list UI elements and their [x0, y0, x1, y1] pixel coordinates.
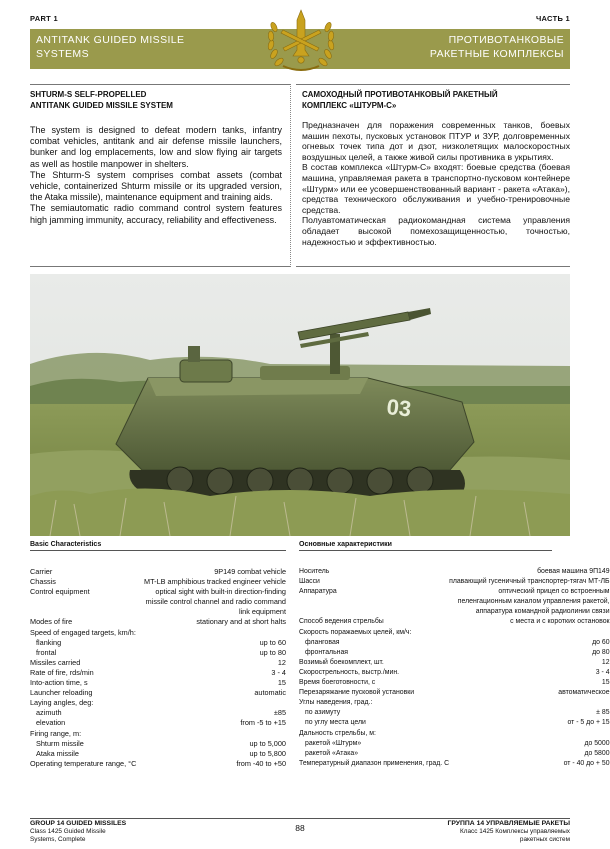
section-title-ru: ПРОТИВОТАНКОВЫЕ РАКЕТНЫЕ КОМПЛЕКСЫ: [429, 34, 564, 60]
specs-table-en: [30, 567, 286, 769]
table-row: фронтальная до 80: [305, 648, 610, 656]
table-row: Скорострельность, выстр./мин. 3 - 4: [299, 668, 610, 676]
missile-laurel-emblem-icon: [253, 4, 349, 76]
footer-group-en: GROUP 14 GUIDED MISSILES Class 1425 Guided Missile Systems, Complete: [30, 820, 127, 844]
table-row: Способ ведения стрельбы с места и с коротких остановок: [299, 618, 610, 626]
table-row: по углу места цели от - 5 до + 15: [305, 719, 610, 727]
table-row: фланговая до 60: [305, 638, 610, 646]
table-row: Время боеготовности, с 15: [299, 679, 610, 687]
table-row: Carrier 9P149 combat vehicle: [30, 567, 286, 576]
table-row: Углы наведения, град.:: [299, 699, 373, 707]
footer-divider: [30, 818, 570, 819]
system-title-en: SHTURM-S SELF-PROPELLED ANTITANK GUIDED MISSILE SYSTEM: [30, 90, 173, 110]
table-row: Перезаряжание пусковой установки автоматическое: [299, 689, 610, 697]
shturm-s-vehicle-illustration: [30, 274, 570, 536]
specs-table-ru: [299, 567, 610, 769]
table-row: Температурный диапазон применения, град. С от - 40 до + 50: [299, 759, 610, 767]
intro-russian: [296, 84, 570, 267]
intro-english: [30, 84, 291, 267]
vehicle-photo: [30, 274, 570, 536]
intro-en-paragraph: The Shturm-S system comprises combat assets (combat vehicle, containerized Shturm missile or its upgraded version, the Ataka missile), maintenance equipment and training aids.: [30, 169, 282, 203]
page-number: 88: [295, 823, 305, 833]
table-row: Шасси плавающий гусеничный транспортер-тягач МТ-ЛБ: [299, 578, 610, 586]
table-row: Launcher reloading automatic: [30, 688, 286, 698]
section-title-en: ANTITANK GUIDED MISSILE SYSTEMS: [36, 34, 185, 60]
table-row: Missiles carried 12: [30, 657, 286, 667]
intro-ru-paragraph: В состав комплекса «Штурм-С» входят: боевые средства (боевая машина, управляемая ракета в транспортно-пусковом контейнере «Штурм» или ее усовершенствованный вариант - ракета «Атака»), средства технического обслуживания и учебно-тренировочные средства.: [302, 162, 570, 215]
specs-russian: [299, 541, 610, 769]
part-label-ru: ЧАСТЬ 1: [535, 14, 570, 23]
table-row: по азимуту ± 85: [305, 709, 610, 717]
table-row: Дальность стрельбы, м:: [299, 729, 376, 737]
table-row: Into-action time, s 15: [30, 678, 286, 688]
table-row: Носитель боевая машина 9П149: [299, 568, 610, 575]
table-row: elevation from -5 to +15: [36, 718, 286, 728]
specs-english: [30, 541, 286, 769]
vehicle-side-number: 03: [385, 394, 413, 422]
intro-ru-paragraph: Предназначен для поражения современных танков, боевых машин пехоты, пусковых установок ПТУР и ЗУР, долговременных огневых точек типа дот и дзот, низколетящих малоскоростных воздушных целей, а также живой силы противника в укрытиях.: [302, 120, 570, 162]
table-row: Chassis MT-LB amphibious tracked engineer vehicle: [30, 577, 286, 587]
table-row: Firing range, m:: [30, 728, 82, 738]
intro-en-paragraph: The semiautomatic radio command control system features high jamming immunity, accuracy, reliability and effectiveness.: [30, 203, 282, 225]
table-row: Возимый боекомплект, шт. 12: [299, 658, 610, 666]
table-row: frontal up to 80: [36, 647, 286, 657]
table-row: ракетой «Штурм» до 5000: [305, 739, 610, 747]
table-row: flanking up to 60: [36, 637, 286, 647]
table-row: Скорость поражаемых целей, км/ч:: [299, 628, 412, 636]
table-row: Modes of fire stationary and at short halts: [30, 617, 286, 627]
system-title-ru: САМОХОДНЫЙ ПРОТИВОТАНКОВЫЙ РАКЕТНЫЙ КОМПЛЕКС «ШТУРМ-С»: [302, 90, 498, 110]
table-row: Operating temperature range, °C from -40 to +50: [30, 758, 286, 768]
table-row: Ataka missile up to 5,800: [36, 748, 286, 758]
part-label-en: PART 1: [30, 14, 58, 23]
table-row: Laying angles, deg:: [30, 698, 94, 708]
table-row: azimuth ±85: [36, 708, 286, 718]
specs-heading-en: Basic Characteristics: [30, 541, 286, 551]
intro-ru-paragraph: Полуавтоматическая радиокомандная система управления обладает высокой помехозащищенностью, точностью, надежностью и эффективностью.: [302, 215, 570, 247]
table-row: Аппаратура оптический прицел со встроенным пеленгационным каналом управления ракетой, аппаратура командной радиолинии связи: [299, 588, 610, 616]
table-row: ракетой «Атака» до 5800: [305, 749, 610, 757]
table-row: Rate of fire, rds/min 3 - 4: [30, 667, 286, 677]
table-row: Shturm missile up to 5,000: [36, 738, 286, 748]
footer-group-ru: ГРУППА 14 УПРАВЛЯЕМЫЕ РАКЕТЫ Класс 1425 Комплексы управляемых ракетных систем: [447, 820, 570, 844]
specs-heading-ru: Основные характеристики: [299, 541, 552, 551]
table-row: Speed of engaged targets, km/h:: [30, 627, 136, 637]
intro-en-paragraph: The system is designed to defeat modern tanks, infantry combat vehicles, antitank and air defense missile launchers, bunker and log emplacements, low and slow flying air targets as well as hostile manpower in shelters.: [30, 125, 282, 169]
table-row: Control equipment optical sight with built-in direction-finding missile control channel and radio command link equipment: [30, 587, 286, 617]
